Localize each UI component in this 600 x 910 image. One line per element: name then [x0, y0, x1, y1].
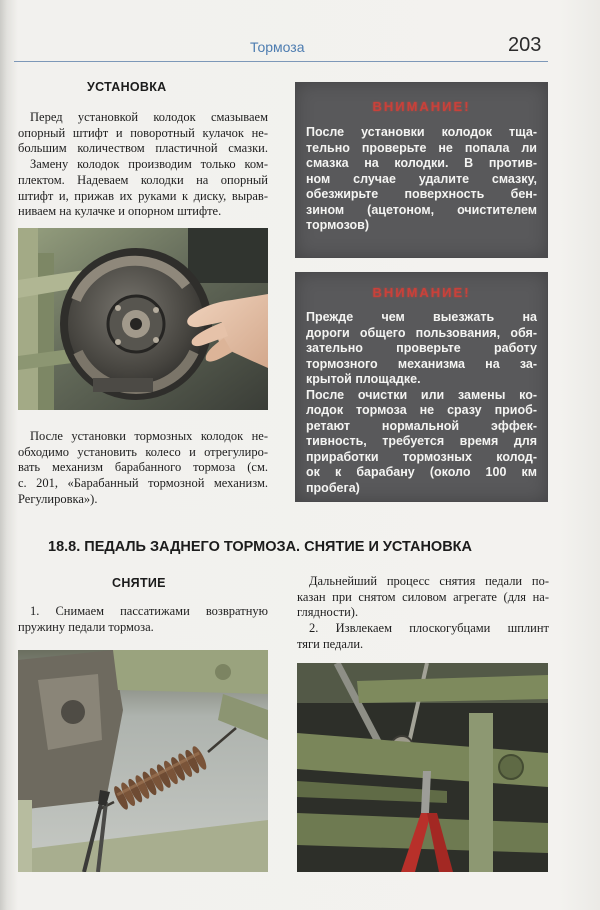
text-line: Перед установкой колодок смазываем	[30, 110, 268, 124]
text-line: приработки тормозных колод-	[306, 449, 537, 464]
text-line: опорный штифт и поворотный кулачок не-	[18, 125, 268, 140]
warning-title: ВНИМАНИЕ!	[372, 285, 471, 300]
section-heading: 18.8. ПЕДАЛЬ ЗАДНЕГО ТОРМОЗА. СНЯТИЕ И УСТАНОВКА	[48, 539, 472, 555]
text-line: зином (ацетоном, очистителем	[306, 202, 537, 217]
installation-text	[18, 110, 268, 220]
paragraph	[18, 604, 268, 635]
text-line: 2. Извлекаем плоскогубцами шплинт	[309, 621, 549, 636]
text-line: плектом. Надеваем колодки на опорный	[18, 172, 268, 187]
header-rule	[14, 61, 548, 62]
text-line: После установки тормозных колодок не-	[30, 429, 268, 443]
text-line: глядности).	[297, 605, 359, 620]
photo-return-spring	[18, 650, 268, 872]
photo-pedal-rod-cotter-pin-image	[297, 663, 548, 872]
text-line: с. 201, «Барабанный тормозной механизм.	[18, 476, 268, 491]
removal-step-2-text	[297, 574, 549, 653]
text-line: После очистки или замены ко-	[306, 387, 537, 402]
paragraph	[297, 621, 549, 652]
text-line: большим количеством пластичной смазки.	[18, 141, 268, 156]
warning-box-grease	[295, 82, 548, 258]
running-header-title: Тормоза	[250, 39, 305, 55]
text-line: тельно проверьте не попала ли	[306, 140, 537, 155]
text-line: Дальнейший процесс снятия педали по-	[309, 574, 549, 588]
photo-brake-shoe-install	[18, 228, 268, 410]
paragraph	[18, 157, 268, 220]
text-line: Регулировка»).	[18, 491, 98, 506]
text-line: После установки колодок тща-	[306, 125, 537, 139]
text-line: крытой площадке.	[306, 372, 421, 386]
paragraph	[306, 388, 537, 497]
adjustment-note-text	[18, 429, 268, 508]
text-line: дороги общего пользования, обя-	[306, 325, 537, 340]
text-line: лодок тормоза не сразу приоб-	[306, 403, 537, 417]
text-line: вать механизм барабанного тормоза (см.	[18, 460, 268, 475]
text-line: пробега)	[306, 480, 360, 495]
warning-box-break-in	[295, 272, 548, 502]
engine-block	[18, 650, 123, 810]
warning-title: ВНИМАНИЕ!	[372, 99, 471, 114]
text-line: 1. Снимаем пассатижами возвратную	[30, 604, 268, 618]
text-line: Замену колодок производим только ком-	[30, 157, 268, 172]
text-line: обходимо установить колесо и отрегулиро-	[18, 444, 268, 459]
paragraph	[306, 310, 537, 388]
paragraph	[18, 110, 268, 157]
photo-brake-shoe-install-image	[18, 228, 268, 410]
paragraph	[297, 574, 549, 621]
page-number: 203	[508, 34, 542, 56]
text-line: обезжирьте поверхность бен-	[306, 187, 537, 201]
text-line: ном случае удалите смазку,	[306, 171, 537, 186]
text-line: тяги педали.	[297, 636, 364, 651]
text-line: ок к барабану (около 100 км	[306, 465, 537, 479]
warning-text	[306, 125, 537, 234]
text-line: казан при снятом силовом агрегате (для на-	[297, 589, 549, 604]
warning-text	[306, 310, 537, 496]
text-line: ретают нормальной эффек-	[306, 418, 537, 433]
text-line: Прежде чем выезжать на	[306, 310, 537, 324]
text-line: тормозов)	[306, 218, 370, 232]
text-line: тормозного механизма на за-	[306, 356, 537, 371]
text-line: смазка на колодки. В против-	[306, 156, 537, 170]
paragraph	[18, 429, 268, 508]
text-line: штифт и, прижав их руками к диску, вырав-	[18, 188, 268, 203]
photo-return-spring-image	[18, 650, 268, 872]
text-line: зательно проверьте работу	[306, 341, 537, 355]
installation-heading: УСТАНОВКА	[87, 80, 167, 94]
text-line: ниваем на кулачке и опорном штифте.	[18, 204, 222, 219]
photo-pedal-rod-cotter-pin	[297, 663, 548, 872]
text-line: пружину педали тормоза.	[18, 619, 154, 634]
text-line: тивность, требуется время для	[306, 434, 537, 448]
removal-step-1-text	[18, 604, 268, 635]
paragraph	[306, 125, 537, 234]
removal-subheading: СНЯТИЕ	[112, 576, 166, 590]
